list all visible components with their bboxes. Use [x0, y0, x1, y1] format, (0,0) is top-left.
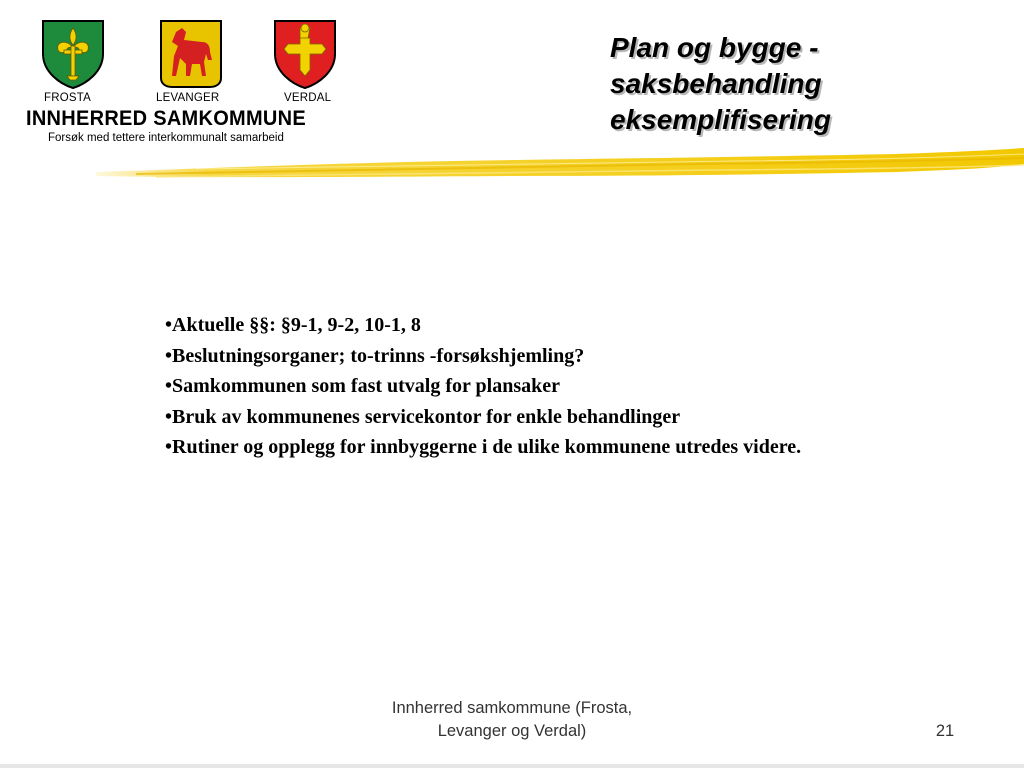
- innherred-logo: [22, 14, 362, 149]
- bullet-item: •Bruk av kommunenes servicekontor for enkle behandlinger: [165, 405, 681, 428]
- footer-line-2: Levanger og Verdal): [437, 722, 587, 740]
- frosta-label: FROSTA: [44, 92, 91, 104]
- levanger-label: LEVANGER: [156, 92, 220, 104]
- title-line-2: saksbehandling: [610, 68, 822, 99]
- bottom-divider: [0, 764, 1024, 768]
- bullet-item: •Rutiner og opplegg for innbyggerne i de ulike kommunene utredes videre.: [165, 436, 802, 458]
- org-subtitle: Forsøk med tettere interkommunalt samarbeid: [48, 132, 284, 144]
- yellow-brush-divider: [96, 146, 1024, 190]
- title-line-3: eksemplifisering: [610, 104, 831, 135]
- bullet-list: [165, 310, 1005, 463]
- frosta-shield-icon: [40, 18, 106, 90]
- org-name: INNHERRED SAMKOMMUNE: [26, 106, 306, 130]
- levanger-shield-icon: [158, 18, 224, 90]
- verdal-shield-icon: [272, 18, 338, 90]
- slide-title: [610, 30, 1010, 138]
- page-number: 21: [935, 722, 955, 740]
- verdal-label: VERDAL: [284, 92, 332, 104]
- title-line-1: Plan og bygge -: [610, 32, 819, 63]
- bullet-item: •Aktuelle §§: §9-1, 9-2, 10-1, 8: [165, 314, 421, 336]
- footer-line-1: Innherred samkommune (Frosta,: [391, 699, 633, 717]
- footer-text: [340, 697, 684, 743]
- bullet-item: •Samkommunen som fast utvalg for plansaker: [165, 375, 560, 397]
- bullet-item: •Beslutningsorganer; to-trinns -forsøkshjemling?: [165, 344, 585, 367]
